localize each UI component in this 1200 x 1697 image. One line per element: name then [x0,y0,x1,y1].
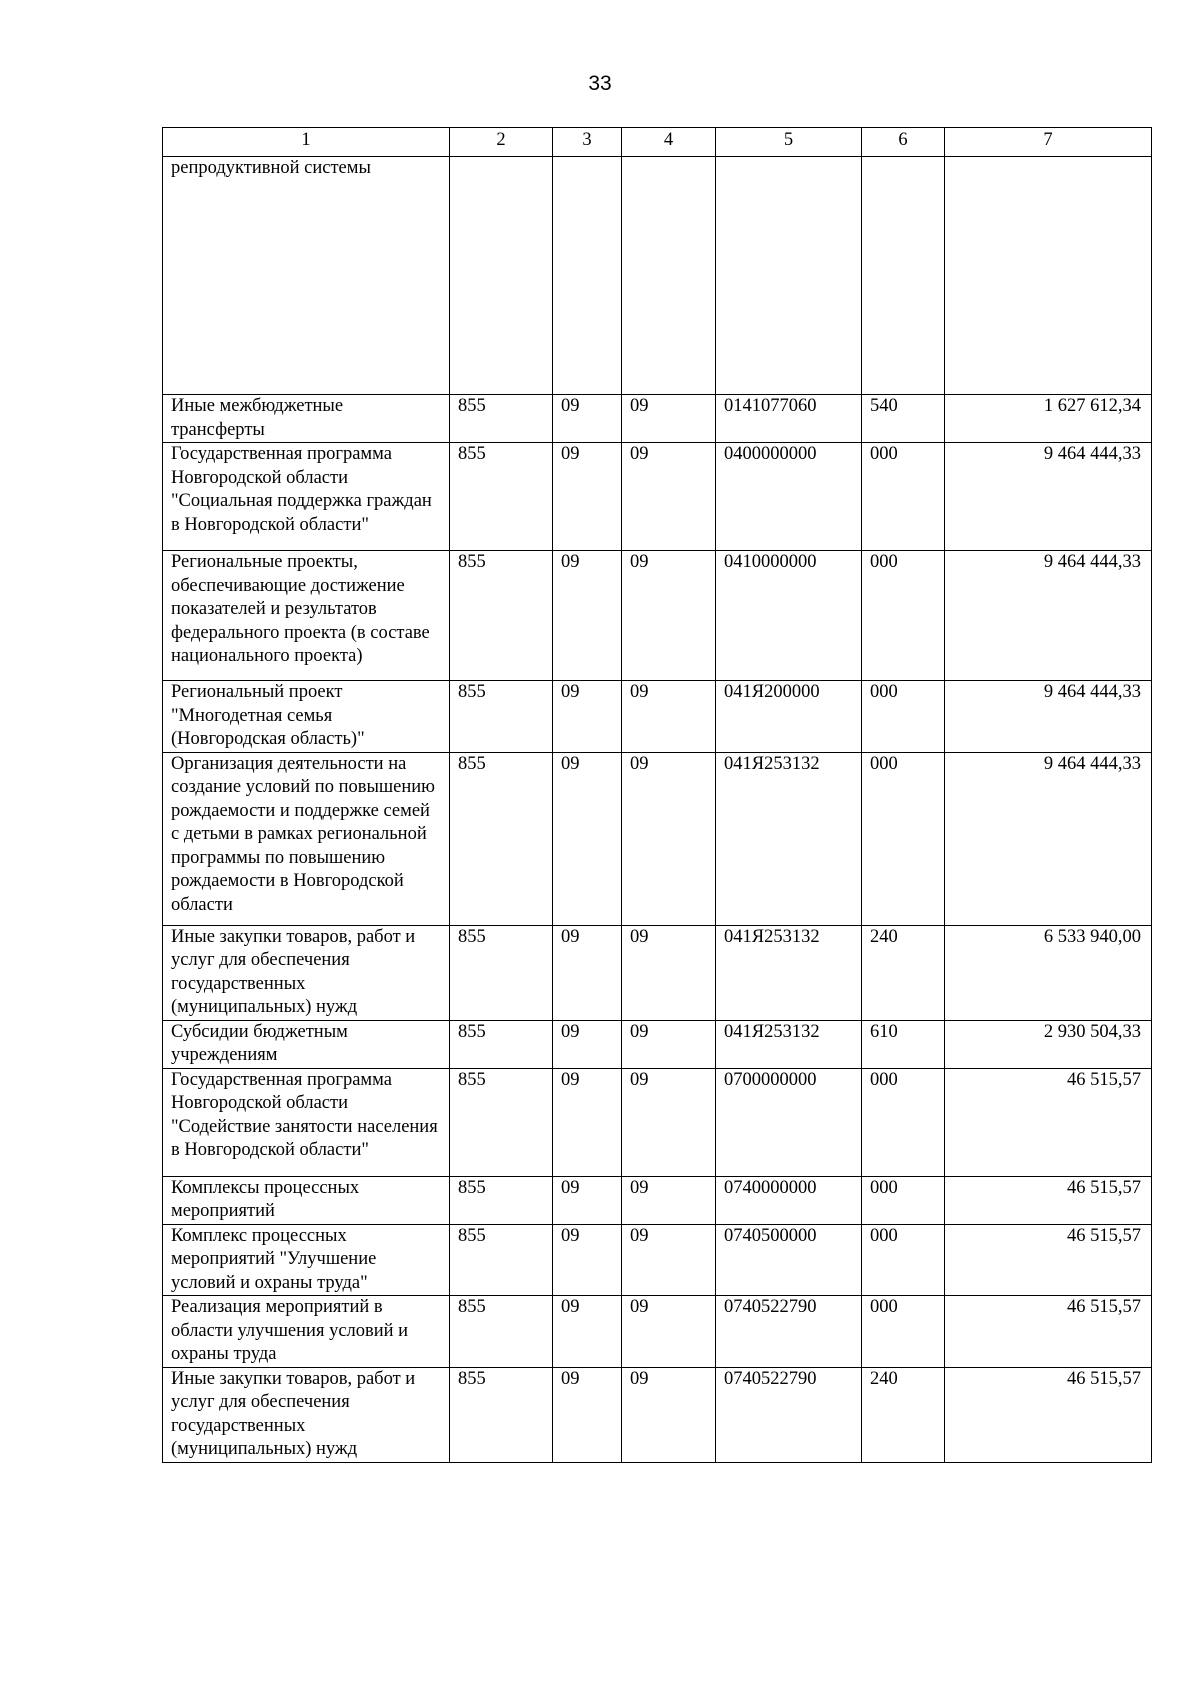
section-cell: 09 [553,1224,622,1296]
target-article-cell: 0700000000 [716,1068,862,1176]
section-cell [553,157,622,395]
section-cell: 09 [553,443,622,551]
subsection-cell: 09 [622,1176,716,1224]
section-cell: 09 [553,1020,622,1068]
target-article-cell: 0400000000 [716,443,862,551]
amount-cell: 46 515,57 [945,1224,1152,1296]
amount-cell: 9 464 444,33 [945,681,1152,753]
item-name-cell: Субсидии бюджетным учреждениям [163,1020,450,1068]
item-name-cell: Региональный проект "Многодетная семья (Новгородская область)" [163,681,450,753]
ministry-code-cell: 855 [450,443,553,551]
table-row [163,1367,1152,1462]
column-header: 6 [862,128,945,157]
expense-type-cell [862,157,945,395]
subsection-cell: 09 [622,1367,716,1462]
ministry-code-cell: 855 [450,551,553,681]
table-row [163,551,1152,681]
table-row [163,157,1152,395]
amount-cell: 6 533 940,00 [945,925,1152,1020]
page-number: 33 [588,72,612,95]
expense-type-cell: 000 [862,681,945,753]
table-row [163,1068,1152,1176]
ministry-code-cell: 855 [450,1296,553,1368]
ministry-code-cell: 855 [450,1224,553,1296]
ministry-code-cell: 855 [450,925,553,1020]
ministry-code-cell [450,157,553,395]
ministry-code-cell: 855 [450,681,553,753]
expense-type-cell: 540 [862,395,945,443]
table-row [163,925,1152,1020]
expense-type-cell: 610 [862,1020,945,1068]
subsection-cell: 09 [622,1068,716,1176]
column-header: 5 [716,128,862,157]
table-row [163,443,1152,551]
item-name-cell: Иные межбюджетные трансферты [163,395,450,443]
amount-cell [945,157,1152,395]
expense-type-cell: 000 [862,1224,945,1296]
target-article-cell: 0740522790 [716,1367,862,1462]
target-article-cell: 0141077060 [716,395,862,443]
item-name-cell: Государственная программа Новгородской области "Социальная поддержка граждан в Новгородской области" [163,443,450,551]
item-name-cell: репродуктивной системы [163,157,450,395]
ministry-code-cell: 855 [450,395,553,443]
ministry-code-cell: 855 [450,1068,553,1176]
amount-cell: 1 627 612,34 [945,395,1152,443]
section-cell: 09 [553,752,622,925]
subsection-cell: 09 [622,1224,716,1296]
column-header: 4 [622,128,716,157]
item-name-cell: Региональные проекты, обеспечивающие достижение показателей и результатов федерального проекта (в составе национального проекта) [163,551,450,681]
expense-type-cell: 000 [862,1176,945,1224]
table-row [163,752,1152,925]
subsection-cell: 09 [622,1296,716,1368]
ministry-code-cell: 855 [450,1367,553,1462]
expense-type-cell: 000 [862,752,945,925]
amount-cell: 46 515,57 [945,1296,1152,1368]
ministry-code-cell: 855 [450,752,553,925]
column-header: 3 [553,128,622,157]
amount-cell: 46 515,57 [945,1367,1152,1462]
section-cell: 09 [553,395,622,443]
expense-type-cell: 240 [862,1367,945,1462]
expense-type-cell: 000 [862,1296,945,1368]
table-row [163,1296,1152,1368]
target-article-cell: 0410000000 [716,551,862,681]
table-row [163,1020,1152,1068]
target-article-cell: 041Я253132 [716,1020,862,1068]
column-header: 2 [450,128,553,157]
subsection-cell: 09 [622,752,716,925]
target-article-cell: 041Я253132 [716,925,862,1020]
subsection-cell: 09 [622,443,716,551]
expense-type-cell: 000 [862,551,945,681]
section-cell: 09 [553,551,622,681]
subsection-cell: 09 [622,395,716,443]
target-article-cell: 0740522790 [716,1296,862,1368]
table-row [163,395,1152,443]
item-name-cell: Реализация мероприятий в области улучшения условий и охраны труда [163,1296,450,1368]
column-header: 1 [163,128,450,157]
subsection-cell: 09 [622,925,716,1020]
subsection-cell: 09 [622,1020,716,1068]
amount-cell: 46 515,57 [945,1176,1152,1224]
ministry-code-cell: 855 [450,1176,553,1224]
amount-cell: 46 515,57 [945,1068,1152,1176]
item-name-cell: Организация деятельности на создание условий по повышению рождаемости и поддержке семей с детьми в рамках региональной программы по повышению рождаемости в Новгородской области [163,752,450,925]
amount-cell: 9 464 444,33 [945,443,1152,551]
section-cell: 09 [553,1176,622,1224]
target-article-cell: 041Я253132 [716,752,862,925]
expense-type-cell: 240 [862,925,945,1020]
section-cell: 09 [553,1296,622,1368]
section-cell: 09 [553,1367,622,1462]
item-name-cell: Государственная программа Новгородской области "Содействие занятости населения в Новгородской области" [163,1068,450,1176]
item-name-cell: Комплекс процессных мероприятий "Улучшение условий и охраны труда" [163,1224,450,1296]
table-row [163,681,1152,753]
subsection-cell: 09 [622,551,716,681]
target-article-cell: 0740500000 [716,1224,862,1296]
item-name-cell: Иные закупки товаров, работ и услуг для обеспечения государственных (муниципальных) нужд [163,1367,450,1462]
amount-cell: 9 464 444,33 [945,752,1152,925]
amount-cell: 9 464 444,33 [945,551,1152,681]
subsection-cell [622,157,716,395]
section-cell: 09 [553,681,622,753]
table-row [163,1176,1152,1224]
amount-cell: 2 930 504,33 [945,1020,1152,1068]
table-row [163,1224,1152,1296]
ministry-code-cell: 855 [450,1020,553,1068]
expense-type-cell: 000 [862,1068,945,1176]
table-header-row [163,128,1152,157]
budget-table [162,127,1152,1463]
subsection-cell: 09 [622,681,716,753]
section-cell: 09 [553,925,622,1020]
item-name-cell: Комплексы процессных мероприятий [163,1176,450,1224]
target-article-cell [716,157,862,395]
target-article-cell: 041Я200000 [716,681,862,753]
section-cell: 09 [553,1068,622,1176]
target-article-cell: 0740000000 [716,1176,862,1224]
expense-type-cell: 000 [862,443,945,551]
column-header: 7 [945,128,1152,157]
item-name-cell: Иные закупки товаров, работ и услуг для обеспечения государственных (муниципальных) нужд [163,925,450,1020]
